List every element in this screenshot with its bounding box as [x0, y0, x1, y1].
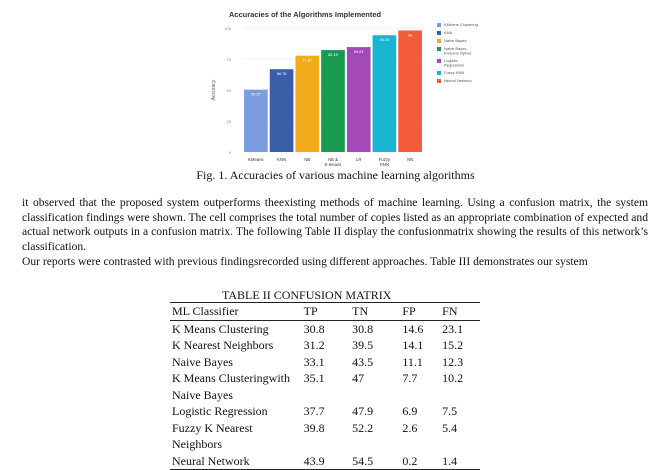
header-cell: TP: [303, 304, 318, 318]
x-tick-label: KNN: [277, 157, 286, 162]
value-cell: 30.8: [303, 321, 325, 336]
table-row: [170, 420, 480, 453]
classifier-cell: K Means Clusteringwith Naive Bayes: [172, 371, 290, 402]
value-cell: 7.5: [442, 404, 458, 418]
table-header-row: [170, 303, 480, 321]
header-cell: FP: [402, 304, 416, 318]
legend-swatch: [437, 31, 441, 35]
value-cell: 14.6: [402, 321, 424, 336]
value-cell: 14.1: [402, 338, 424, 352]
classifier-cell: K Means Clustering: [172, 321, 269, 336]
value-cell: 10.2: [442, 371, 464, 385]
body-text: [22, 196, 648, 270]
value-cell: 39.8: [303, 420, 325, 435]
value-cell: 37.7: [303, 404, 325, 418]
legend-entry: Fuzzy KNN: [444, 70, 465, 75]
table-row: [170, 354, 480, 371]
value-cell: 31.2: [303, 338, 325, 352]
bar: [373, 35, 397, 152]
classifier-cell: Naive Bayes: [172, 354, 233, 369]
x-tick-label: NB: [304, 157, 311, 162]
data-label: 94.19: [379, 38, 390, 43]
value-cell: 43.9: [303, 453, 325, 468]
x-tick-label: NN: [407, 157, 414, 162]
data-label: 82.19: [328, 53, 338, 58]
value-cell: 6.9: [402, 404, 418, 418]
value-cell: 5.4: [442, 420, 458, 435]
table-row: [170, 370, 480, 403]
bar: [347, 47, 371, 152]
data-label: 77.67: [302, 58, 313, 63]
y-tick-label: 0: [228, 150, 231, 155]
legend-entry: KNN: [444, 30, 453, 35]
figure-caption: Fig. 1. Accuracies of various machine learning algorithms: [196, 168, 475, 182]
table-row: [170, 453, 480, 470]
paragraph-1: it observed that the proposed system outperforms theexisting methods of machine learning. Using a confusion matrix, the system classification findings were shown. The cell comprises the total number of copies listed as an appropriate combination of expected and actual network outputs in a confusion matrix. The following Table II display the confusionmatrix showing the results of this network’s classification.: [22, 196, 648, 253]
chart-title: Accuracies of the Algorithms Implemented: [228, 10, 382, 19]
data-label: 50.27: [251, 92, 261, 97]
table-row: [170, 320, 480, 337]
value-cell: 35.1: [303, 371, 325, 385]
legend-swatch: [437, 71, 441, 75]
header-cell: TN: [352, 304, 369, 318]
y-axis-label: Accuracy: [211, 79, 217, 101]
bar: [244, 90, 268, 152]
accuracy-chart-svg: [195, 4, 495, 172]
table-row: [170, 337, 480, 354]
accuracy-chart: [195, 4, 495, 172]
header-cell: FN: [442, 304, 458, 318]
bar: [270, 69, 294, 152]
table-row: [170, 403, 480, 420]
legend-swatch: [437, 23, 441, 27]
classifier-cell: Logistic Regression: [172, 404, 268, 418]
y-tick-label: 50: [226, 88, 231, 93]
x-tick-label: KMeans: [248, 157, 264, 162]
x-tick-label: Fuzzy KNN: [378, 157, 391, 167]
value-cell: 11.1: [402, 354, 423, 369]
legend-entry: KMeans Clustering: [444, 22, 478, 27]
legend-entry: Naive Bayes Kmeans Hybrid: [444, 46, 472, 56]
value-cell: 1.4: [442, 453, 458, 468]
value-cell: 52.2: [352, 420, 374, 435]
value-cell: 23.1: [442, 321, 464, 336]
value-cell: 2.6: [402, 420, 418, 435]
value-cell: 0.2: [402, 453, 418, 468]
bar: [398, 30, 422, 152]
legend-swatch: [437, 79, 441, 83]
paragraph-2: Our reports were contrasted with previous findingsrecorded using different approaches. Table III demonstrates our system: [22, 255, 588, 268]
legend-swatch: [437, 59, 441, 63]
y-tick-label: 75: [226, 57, 231, 62]
value-cell: 54.5: [352, 453, 374, 468]
data-label: 98: [408, 33, 413, 38]
bar: [295, 56, 319, 152]
value-cell: 15.2: [442, 338, 464, 352]
y-tick-label: 100: [224, 26, 231, 31]
legend-entry: Logistic Regression: [444, 58, 465, 68]
legend-entry: Neural Network: [444, 78, 472, 83]
value-cell: 7.7: [402, 371, 418, 385]
table-title: TABLE II CONFUSION MATRIX: [222, 288, 392, 302]
value-cell: 30.8: [352, 321, 374, 336]
value-cell: 33.1: [303, 354, 325, 369]
value-cell: 47.9: [352, 404, 374, 418]
legend-entry: Naive Bayes: [444, 38, 467, 43]
x-tick-label: NB & K-means: [324, 157, 342, 167]
data-label: 84.61: [353, 50, 364, 55]
confusion-matrix-table: [170, 302, 480, 470]
value-cell: 39.5: [352, 338, 374, 352]
value-cell: 47: [352, 371, 365, 385]
data-label: 66.76: [276, 72, 287, 77]
header-cell: ML Classifier: [172, 304, 239, 318]
classifier-cell: Neural Network: [172, 453, 250, 468]
y-tick-label: 25: [226, 119, 231, 124]
bar: [321, 50, 345, 152]
legend-swatch: [437, 47, 441, 51]
value-cell: 12.3: [442, 354, 464, 369]
value-cell: 43.5: [352, 354, 374, 369]
classifier-cell: Fuzzy K Nearest Neighbors: [172, 420, 253, 451]
legend-swatch: [437, 39, 441, 43]
x-tick-label: LR: [356, 157, 362, 162]
classifier-cell: K Nearest Neighbors: [172, 338, 274, 352]
